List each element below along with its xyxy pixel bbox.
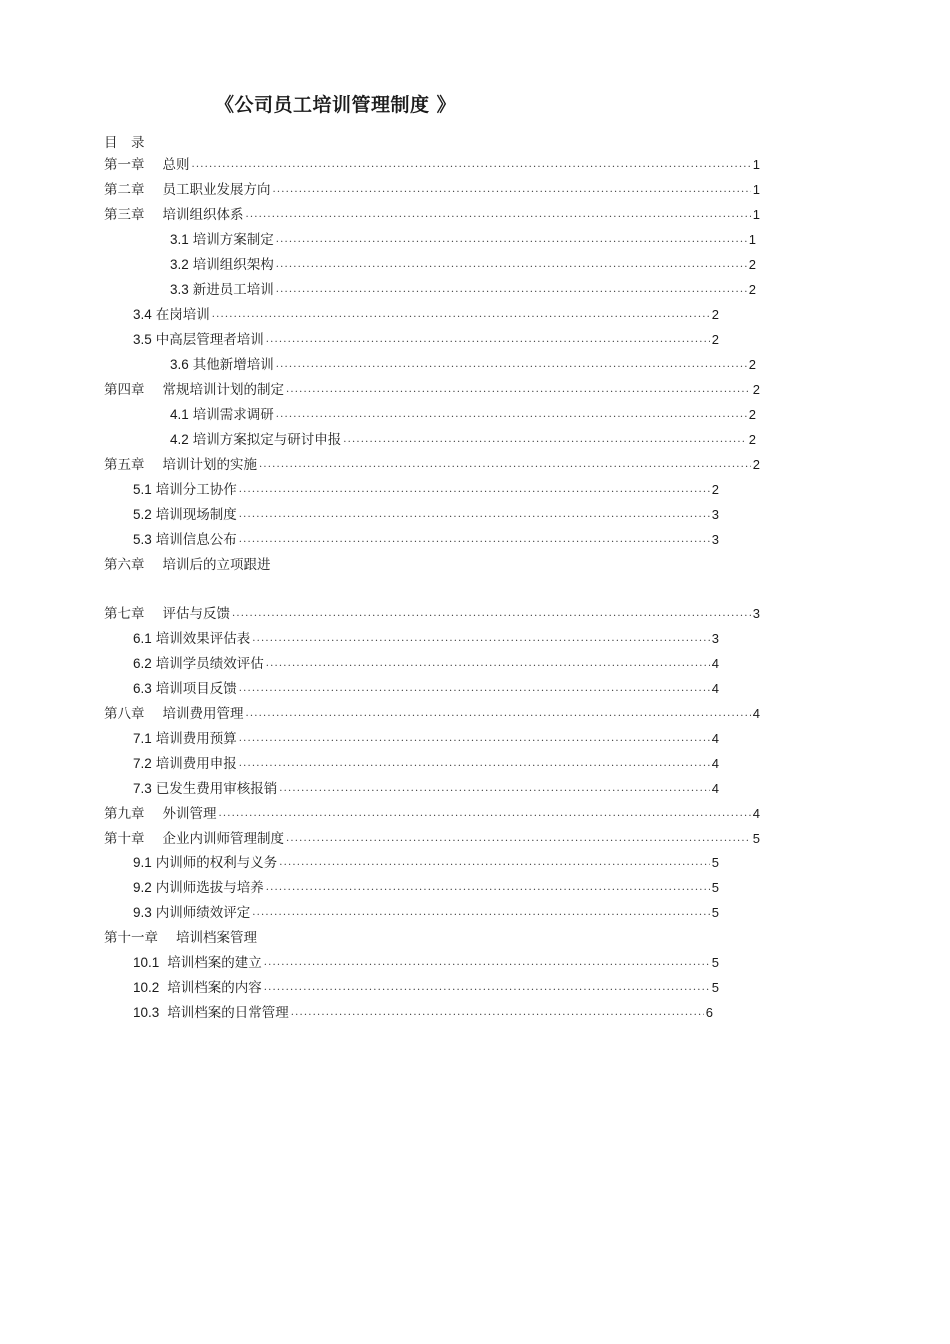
toc-entry-number: 7.1 [133,731,152,746]
toc-entry[interactable] [170,229,756,249]
toc-entry-page-number: 3 [711,631,719,646]
toc-entry[interactable] [170,429,756,449]
toc-entry-number: 第一章 [104,157,145,172]
toc-entry-label: 培训费用预算 [155,731,237,747]
toc-entry-number: 5.3 [133,532,152,547]
toc-entry-label: 培训需求调研 [192,407,274,423]
toc-entry-page-number: 4 [752,706,760,721]
toc-entry-page-number: 3 [711,532,719,547]
toc-entry-number: 第十一章 [104,930,158,945]
toc-leader-dots [259,456,751,474]
toc-entry-page-number: 5 [711,855,719,870]
toc-entry-label: 培训组织架构 [192,257,274,273]
toc-entry[interactable] [133,728,719,748]
toc-entry[interactable] [133,753,719,773]
toc-leader-dots [252,630,709,648]
toc-leader-dots [276,256,747,274]
toc-entry-page-number: 2 [748,407,756,422]
toc-entry-label: 在岗培训 [155,307,210,323]
toc-leader-dots [279,780,709,798]
toc-entry[interactable] [133,1002,713,1022]
toc-entry-label: 培训费用申报 [155,756,237,772]
toc-entry-page-number: 5 [711,905,719,920]
toc-entry-page-number: 1 [752,207,760,222]
toc-entry-page-number: 2 [711,307,719,322]
toc-leader-dots [286,830,751,848]
toc-entry-number: 第十章 [104,831,145,846]
toc-entry-page-number: 3 [711,507,719,522]
toc-entry-label: 培训学员绩效评估 [155,656,264,672]
toc-entry-number: 5.2 [133,507,152,522]
toc-entry[interactable] [133,304,719,324]
toc-leader-dots [239,755,710,773]
toc-entry-number: 10.3 [133,1005,160,1020]
toc-entry[interactable] [104,703,760,723]
toc-entry[interactable] [104,454,760,474]
toc-entry-label: 新进员工培训 [192,282,274,298]
toc-entry-page-number: 5 [711,880,719,895]
toc-leader-dots [291,1004,704,1022]
toc-entry-number: 3.5 [133,332,152,347]
toc-entry-number: 第八章 [104,706,145,721]
toc-entry-page-number: 2 [711,482,719,497]
toc-leader-dots [264,979,710,997]
toc-entry-number: 5.1 [133,482,152,497]
toc-entry-number: 7.2 [133,756,152,771]
toc-entry-label: 已发生费用审核报销 [155,781,278,797]
toc-entry-number: 4.2 [170,432,189,447]
toc-entry[interactable] [133,504,719,524]
toc-entry[interactable] [104,154,760,174]
toc-entry-label: 内训师绩效评定 [155,905,251,921]
toc-entry[interactable] [104,204,760,224]
toc-entry[interactable] [133,678,719,698]
toc-entry-number: 第七章 [104,606,145,621]
toc-entry-label: 内训师的权利与义务 [155,855,278,871]
toc-leader-dots [246,206,751,224]
toc-entry[interactable] [170,279,756,299]
toc-entry-number: 第二章 [104,182,145,197]
toc-entry-page-number: 2 [752,382,760,397]
toc-entry-number: 10.1 [133,955,160,970]
document-title: 《公司员工培训管理制度 》 [215,94,457,116]
toc-entry[interactable] [133,479,719,499]
toc-entry[interactable] [133,329,719,349]
toc-entry-label: 培训信息公布 [155,532,237,548]
toc-entry-page-number: 1 [752,157,760,172]
toc-entry-number: 10.2 [133,980,160,995]
toc-entry-page-number: 5 [711,980,719,995]
toc-leader-dots [266,331,710,349]
toc-leader-dots [246,705,751,723]
toc-entry-number: 6.3 [133,681,152,696]
toc-entry-label: 培训效果评估表 [155,631,251,647]
toc-entry[interactable] [133,977,719,997]
toc-entry-page-number: 6 [705,1005,713,1020]
toc-entry-label: 培训档案的建立 [167,955,262,971]
toc-entry-number: 3.4 [133,307,152,322]
toc-entry-label: 培训计划的实施 [162,457,257,473]
toc-leader-dots [264,954,710,972]
toc-entry[interactable] [133,852,719,872]
toc-leader-dots [276,281,747,299]
toc-leader-dots [212,306,710,324]
toc-entry-page-number: 4 [711,781,719,796]
toc-entry-number: 第九章 [104,806,145,821]
toc-entry-label: 常规培训计划的制定 [162,382,284,398]
toc-entry-label: 培训后的立项跟进 [162,557,271,573]
toc-entry-page-number: 2 [748,257,756,272]
toc-entry[interactable] [133,529,719,549]
toc-entry-number: 3.3 [170,282,189,297]
toc-entry-label: 培训方案拟定与研讨申报 [192,432,342,448]
toc-entry-label: 培训现场制度 [155,507,237,523]
toc-entry-label: 企业内训师管理制度 [162,831,284,847]
toc-entry-number: 3.6 [170,357,189,372]
toc-entry-page-number: 4 [752,806,760,821]
toc-entry-page-number: 4 [711,731,719,746]
toc-entry-label: 总则 [162,157,190,173]
toc-entry-label: 培训方案制定 [192,232,274,248]
toc-entry-label: 其他新增培训 [192,357,274,373]
toc-entry[interactable] [133,628,719,648]
toc-entry-label: 培训分工协作 [155,482,237,498]
toc-entry-label: 员工职业发展方向 [162,182,271,198]
toc-entry-page-number: 1 [752,182,760,197]
toc-leader-dots [273,181,751,199]
toc-leader-dots [276,356,747,374]
toc-leader-dots [276,231,747,249]
toc-leader-dots [266,655,710,673]
toc-entry[interactable] [104,828,760,848]
toc-entry[interactable] [104,179,760,199]
toc-entry-page-number: 2 [748,357,756,372]
toc-entry-page-number: 5 [752,831,760,846]
toc-entry-number: 4.1 [170,407,189,422]
toc-entry-page-number: 2 [711,332,719,347]
toc-leader-dots [239,680,710,698]
toc-entry-page-number: 1 [748,232,756,247]
toc-entry-page-number: 4 [711,756,719,771]
toc-entry-label: 培训档案的内容 [167,980,262,996]
toc-entry-label: 培训费用管理 [162,706,244,722]
toc-entry-page-number: 2 [748,282,756,297]
toc-entry[interactable] [104,803,760,823]
toc-leader-dots [239,481,710,499]
toc-entry-number: 第三章 [104,207,145,222]
toc-leader-dots [219,805,751,823]
toc-entry-page-number: 4 [711,681,719,696]
toc-entry-label: 中高层管理者培训 [155,332,264,348]
toc-entry-label: 评估与反馈 [162,606,230,622]
toc-entry-page-number: 4 [711,656,719,671]
toc-entry[interactable] [104,379,760,399]
toc-entry-number: 6.2 [133,656,152,671]
toc-entry-number: 第六章 [104,557,145,572]
toc-leader-dots [279,854,709,872]
toc-entry[interactable] [170,254,756,274]
toc-entry-number: 第五章 [104,457,145,472]
toc-leader-dots [286,381,751,399]
toc-entry-number: 6.1 [133,631,152,646]
toc-entry[interactable] [133,653,719,673]
toc-entry-page-number: 3 [752,606,760,621]
toc-entry-number: 3.2 [170,257,189,272]
toc-entry-number: 3.1 [170,232,189,247]
toc-entry-page-number: 2 [748,432,756,447]
toc-entry[interactable] [133,902,719,922]
toc-entry-number: 9.3 [133,905,152,920]
toc-leader-dots [192,156,751,174]
toc-entry-label: 培训档案管理 [176,930,257,946]
toc-entry-label: 内训师选拔与培养 [155,880,264,896]
toc-leader-dots [239,531,710,549]
toc-entry-label: 培训项目反馈 [155,681,237,697]
toc-entry[interactable] [104,927,760,947]
toc-entry-number: 9.1 [133,855,152,870]
toc-entry-number: 第四章 [104,382,145,397]
toc-heading: 目 录 [104,135,145,151]
toc-entry-number: 7.3 [133,781,152,796]
toc-entry-number: 9.2 [133,880,152,895]
toc-entry[interactable] [104,603,760,623]
toc-entry[interactable] [170,354,756,374]
toc-entry[interactable] [104,554,760,574]
toc-entry-label: 培训档案的日常管理 [167,1005,289,1021]
toc-entry[interactable] [170,404,756,424]
toc-entry[interactable] [133,778,719,798]
toc-leader-dots [276,406,747,424]
toc-entry-label: 培训组织体系 [162,207,244,223]
toc-entry-page-number: 2 [752,457,760,472]
toc-leader-dots [266,879,710,897]
toc-leader-dots [239,730,710,748]
toc-leader-dots [239,506,710,524]
toc-entry[interactable] [133,877,719,897]
toc-leader-dots [343,431,746,449]
toc-entry[interactable] [133,952,719,972]
toc-entry-label: 外训管理 [162,806,217,822]
toc-leader-dots [252,904,709,922]
toc-leader-dots [232,605,751,623]
toc-entry-page-number: 5 [711,955,719,970]
